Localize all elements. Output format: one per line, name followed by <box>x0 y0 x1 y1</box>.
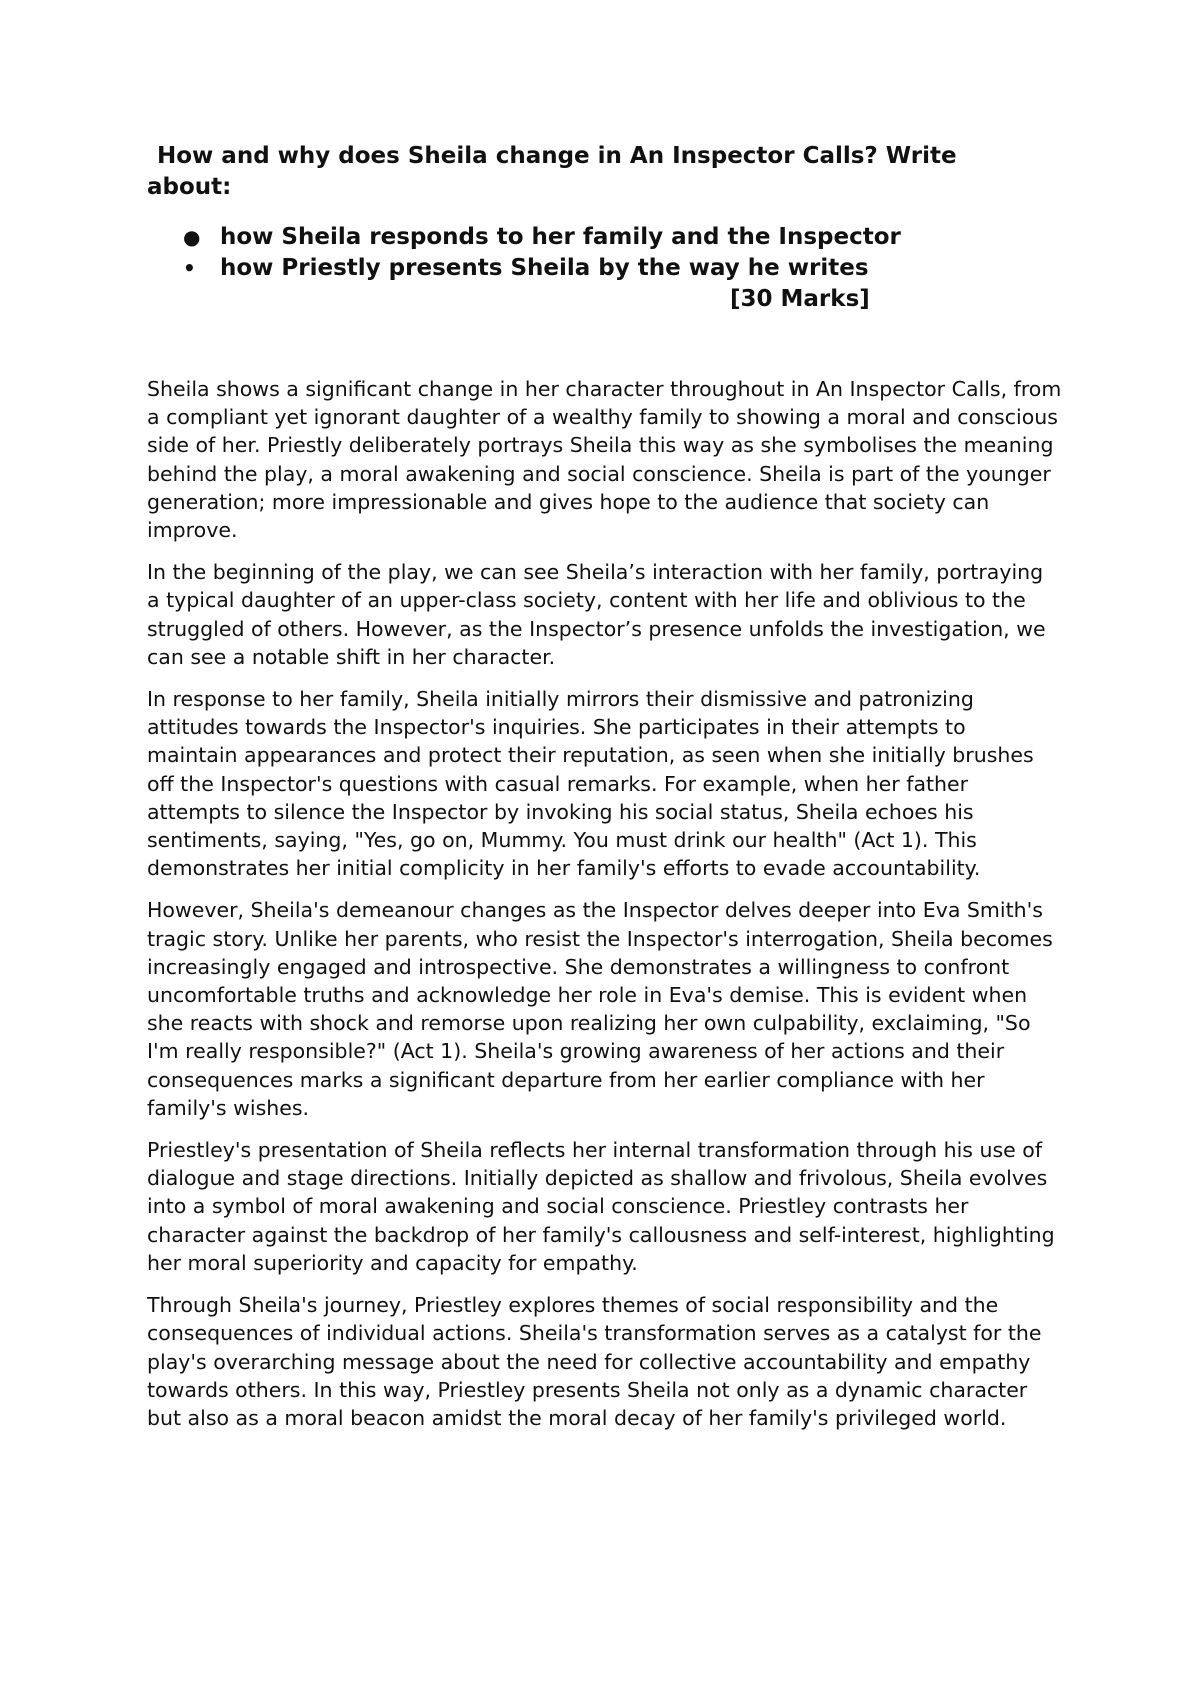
essay-paragraph: Priestley's presentation of Sheila reflects her internal transformation through his use of dialogue and stage directions. Initially depicted as shallow and frivolous, Sheila evolves into a symbol of moral awakening and social conscience. Priestley contrasts her character against the backdrop of her family's callousness and self-interest, highlighting her moral superiority and capacity for empathy. <box>147 1138 1055 1275</box>
bullet-icon: ● <box>183 225 201 249</box>
question-bullet-item <box>147 222 1047 253</box>
question-bullet-item <box>147 253 1047 284</box>
question-bullet-text: how Sheila responds to her family and the Inspector <box>220 224 901 250</box>
essay-paragraph: Sheila shows a significant change in her character throughout in An Inspector Calls, from a compliant yet ignorant daughter of a wealthy family to showing a moral and conscious side of her. Priestly deliberately portrays Sheila this way as she symbolises the meaning behind the play, a moral awakening and social conscience. Sheila is part of the younger generation; more impressionable and gives hope to the audience that society can improve. <box>147 377 1062 543</box>
bullet-icon: • <box>183 256 196 280</box>
essay-body <box>147 375 1062 1446</box>
essay-paragraph: However, Sheila's demeanour changes as the Inspector delves deeper into Eva Smith's tragic story. Unlike her parents, who resist the Inspector's interrogation, Sheila becomes increasingly engaged and introspective. She demonstrates a willingness to confront uncomfortable truths and acknowledge her role in Eva's demise. This is evident when she reacts with shock and remorse upon realizing her own culpability, exclaiming, "So I'm really responsible?" (Act 1). Sheila's growing awareness of her actions and their consequences marks a significant departure from her earlier compliance with her family's wishes. <box>147 898 1053 1120</box>
question-bullet-list <box>147 222 1047 284</box>
question-title: How and why does Sheila change in An Inspector Calls? Write about: <box>147 143 957 200</box>
essay-paragraph: In the beginning of the play, we can see Sheila’s interaction with her family, portraying a typical daughter of an upper-class society, content with her life and oblivious to the struggled of others. However, as the Inspector’s presence unfolds the investigation, we can see a notable shift in her character. <box>147 560 1046 669</box>
question-bullet-text: how Priestly presents Sheila by the way he writes <box>220 255 869 281</box>
marks-label: [30 Marks] <box>730 286 870 312</box>
essay-paragraph: In response to her family, Sheila initially mirrors their dismissive and patronizing attitudes towards the Inspector's inquiries. She participates in their attempts to maintain appearances and protect their reputation, as seen when she initially brushes off the Inspector's questions with casual remarks. For example, when her father attempts to silence the Inspector by invoking his social status, Sheila echoes his sentiments, saying, "Yes, go on, Mummy. You must drink our health" (Act 1). This demonstrates her initial complicity in her family's efforts to evade accountability. <box>147 687 1034 881</box>
essay-paragraph: Through Sheila's journey, Priestley explores themes of social responsibility and the consequences of individual actions. Sheila's transformation serves as a catalyst for the play's overarching message about the need for collective accountability and empathy towards others. In this way, Priestley presents Sheila not only as a dynamic character but also as a moral beacon amidst the moral decay of her family's privileged world. <box>147 1293 1042 1430</box>
